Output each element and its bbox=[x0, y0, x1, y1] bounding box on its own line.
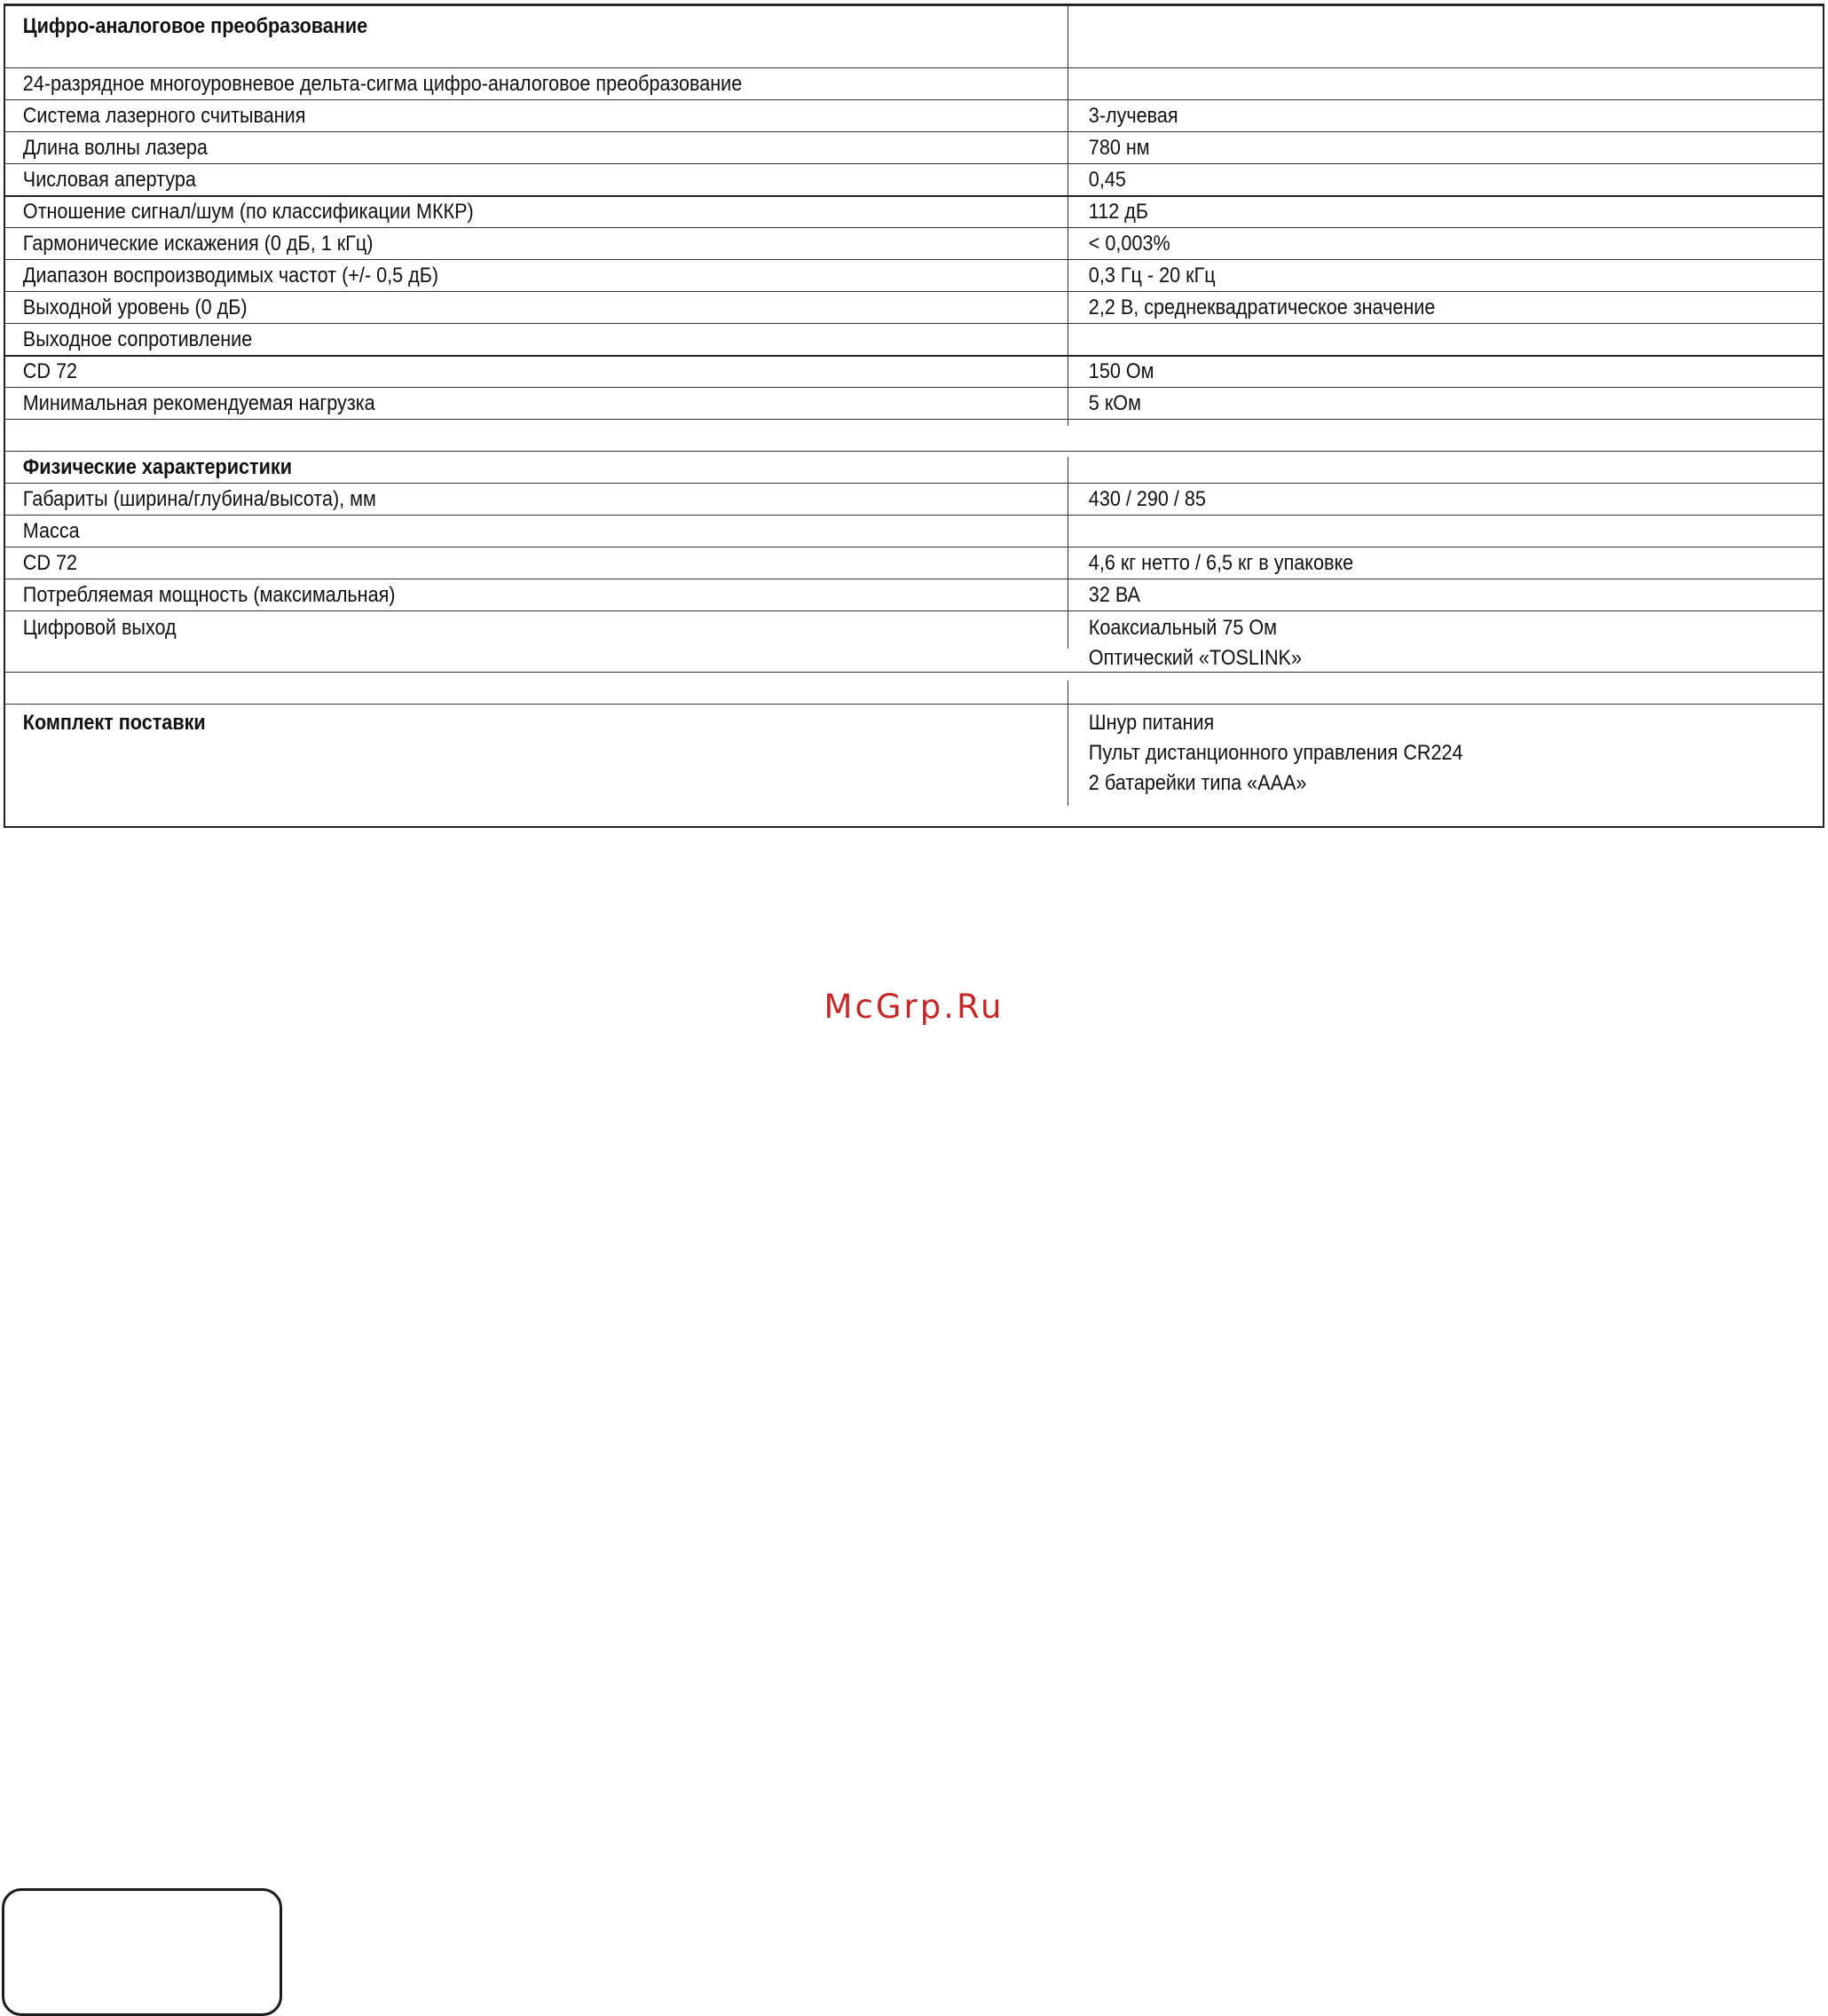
corner-box bbox=[2, 1888, 282, 2016]
spec-value bbox=[1071, 324, 1747, 356]
spec-row bbox=[5, 515, 1823, 547]
digital-output-value: Оптический «TOSLINK» bbox=[1088, 646, 1302, 670]
spec-row bbox=[5, 227, 1823, 259]
spec-value bbox=[1071, 516, 1747, 547]
spec-label: Числовая апертура bbox=[22, 167, 196, 192]
spec-row bbox=[5, 387, 1823, 419]
spec-label: CD 72 bbox=[22, 550, 78, 575]
spec-label: Габариты (ширина/глубина/высота), мм bbox=[22, 486, 376, 511]
spec-row bbox=[5, 131, 1823, 163]
spec-value: 5 кОм bbox=[1088, 390, 1141, 415]
spec-value: 4,6 кг нетто / 6,5 кг в упаковке bbox=[1088, 550, 1354, 575]
package-item: 2 батарейки типа «ААА» bbox=[1088, 771, 1307, 795]
physical-header-row bbox=[5, 451, 1823, 483]
package-item: Шнур питания bbox=[1088, 711, 1215, 735]
spec-row bbox=[5, 195, 1823, 227]
spec-row bbox=[5, 579, 1823, 610]
spec-value: 0,45 bbox=[1088, 167, 1126, 192]
dac-header-row bbox=[5, 5, 1823, 67]
package-row bbox=[5, 704, 1823, 826]
spec-label: Гармонические искажения (0 дБ, 1 кГц) bbox=[22, 231, 374, 256]
dac-subtitle-row bbox=[5, 67, 1823, 99]
package-section-title: Комплект поставки bbox=[22, 711, 206, 735]
spec-row bbox=[5, 291, 1823, 323]
spec-row bbox=[5, 355, 1823, 387]
spec-label: Потребляемая мощность (максимальная) bbox=[22, 582, 396, 607]
spec-row bbox=[5, 163, 1823, 195]
digital-output-values bbox=[1071, 611, 1747, 673]
spec-label: Отношение сигнал/шум (по классификации МККР) bbox=[22, 200, 474, 224]
spec-label: Минимальная рекомендуемая нагрузка bbox=[22, 390, 375, 415]
digital-output-value: Коаксиальный 75 Ом bbox=[1088, 616, 1278, 640]
spec-label: Система лазерного считывания bbox=[22, 103, 306, 128]
digital-output-label: Цифровой выход bbox=[22, 616, 177, 640]
dac-subtitle: 24-разрядное многоуровневое дельта-сигма цифро-аналоговое преобразование bbox=[22, 71, 743, 96]
package-item: Пульт дистанционного управления CR224 bbox=[1088, 741, 1463, 765]
spacer-row bbox=[5, 672, 1823, 704]
spec-row bbox=[5, 547, 1823, 579]
spec-value: 150 Ом bbox=[1088, 359, 1154, 383]
spec-row bbox=[5, 259, 1823, 291]
spec-table bbox=[4, 4, 1824, 828]
spec-row bbox=[5, 99, 1823, 131]
spec-value: < 0,003% bbox=[1088, 231, 1170, 256]
spec-label: Длина волны лазера bbox=[22, 135, 208, 160]
spec-label: Масса bbox=[22, 518, 80, 543]
spec-value: 2,2 В, среднеквадратическое значение bbox=[1088, 295, 1436, 319]
spec-row bbox=[5, 323, 1823, 355]
spec-value: 430 / 290 / 85 bbox=[1088, 486, 1206, 511]
spec-value: 3-лучевая bbox=[1088, 103, 1178, 128]
package-items bbox=[1071, 705, 1747, 799]
spec-value: 32 ВА bbox=[1088, 582, 1140, 607]
spec-value: 112 дБ bbox=[1088, 200, 1149, 224]
spec-label: Выходной уровень (0 дБ) bbox=[22, 295, 248, 319]
digital-output-row bbox=[5, 610, 1823, 672]
spec-value: 0,3 Гц - 20 кГц bbox=[1088, 263, 1216, 287]
watermark: McGrp.Ru bbox=[823, 988, 1005, 1026]
dac-section-title: Цифро-аналоговое преобразование bbox=[22, 14, 368, 38]
spacer-row bbox=[5, 419, 1823, 451]
physical-section-title: Физические характеристики bbox=[22, 454, 292, 479]
spec-label: CD 72 bbox=[22, 359, 78, 383]
spec-label: Диапазон воспроизводимых частот (+/- 0,5 дБ) bbox=[22, 263, 439, 287]
spec-label: Выходное сопротивление bbox=[22, 327, 253, 351]
spec-row bbox=[5, 483, 1823, 515]
spec-value: 780 нм bbox=[1088, 135, 1150, 160]
